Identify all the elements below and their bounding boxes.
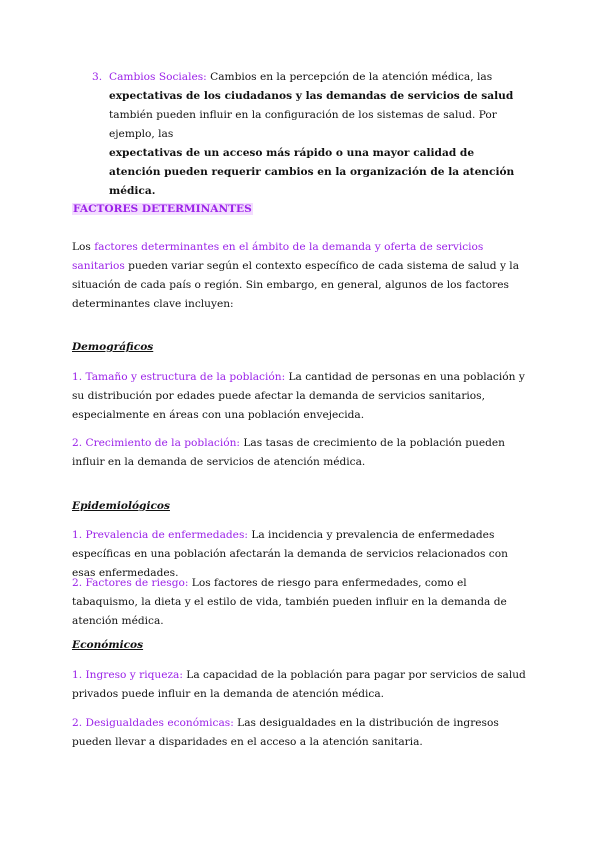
item-bold-text: expectativas de los ciudadanos y las demandas de servicios de salud: [109, 90, 514, 102]
subsection-title-epidemiologicos: Epidemiológicos: [72, 500, 170, 512]
item-bold-text: expectativas de un acceso más rápido o una mayor calidad de atención pueden requerir cambios en la organización de la atención médica.: [109, 147, 515, 197]
list-item: [72, 574, 530, 631]
paragraph-highlight: factores determinantes en el ámbito de la demanda y oferta de servicios sanitarios: [72, 241, 484, 272]
item-label: 1. Prevalencia de enfermedades:: [72, 529, 248, 541]
list-number: 3.: [92, 71, 103, 83]
item-label: Cambios Sociales:: [109, 71, 207, 83]
intro-paragraph: [72, 238, 528, 314]
list-item: [72, 434, 530, 472]
subsection-title-economicos: Económicos: [72, 639, 144, 651]
list-item: [72, 666, 530, 704]
paragraph-text: Los: [72, 241, 95, 253]
subsection-title-demograficos: Demográficos: [72, 341, 154, 353]
section-heading: [72, 200, 253, 219]
list-item: [72, 714, 530, 752]
item-text: Las tasas de crecimiento de la población pueden influir en la demanda de servicios de atención médica.: [72, 437, 505, 468]
item-label: 2. Desigualdades económicas:: [72, 717, 234, 729]
list-item: [72, 368, 530, 425]
item-label: 2. Factores de riesgo:: [72, 577, 189, 589]
item-label: 1. Tamaño y estructura de la población:: [72, 371, 286, 383]
paragraph-text: pueden variar según el contexto específico de cada sistema de salud y la situación de cada país o región. Sin embargo, en general, algunos de los factores determinantes clave incluyen:: [72, 260, 520, 310]
item-label: 2. Crecimiento de la población:: [72, 437, 240, 449]
section-heading-text: FACTORES DETERMINANTES: [73, 203, 252, 215]
item-text: también pueden influir en la configuración de los sistemas de salud. Por ejemplo, las: [109, 109, 497, 140]
item-text: La cantidad de personas en una población y su distribución por edades puede afectar la demanda de servicios sanitarios, especialmente en áreas con una población envejecida.: [72, 371, 525, 421]
item-text: Cambios en la percepción de la atención médica, las: [206, 71, 493, 83]
item-text: La incidencia y prevalencia de enfermedades específicas en una población afectarán la demanda de servicios relacionados con esas enfermedades.: [72, 529, 508, 579]
item-text: Los factores de riesgo para enfermedades, como el tabaquismo, la dieta y el estilo de vida, también pueden influir en la demanda de atención médica.: [72, 577, 507, 627]
item-text: Las desigualdades en la distribución de ingresos pueden llevar a disparidades en el acceso a la atención sanitaria.: [72, 717, 499, 748]
item-label: 1. Ingreso y riqueza:: [72, 669, 183, 681]
item-text: La capacidad de la población para pagar por servicios de salud privados puede influir en la demanda de atención médica.: [72, 669, 526, 700]
list-item-cambios-sociales: [92, 68, 528, 201]
